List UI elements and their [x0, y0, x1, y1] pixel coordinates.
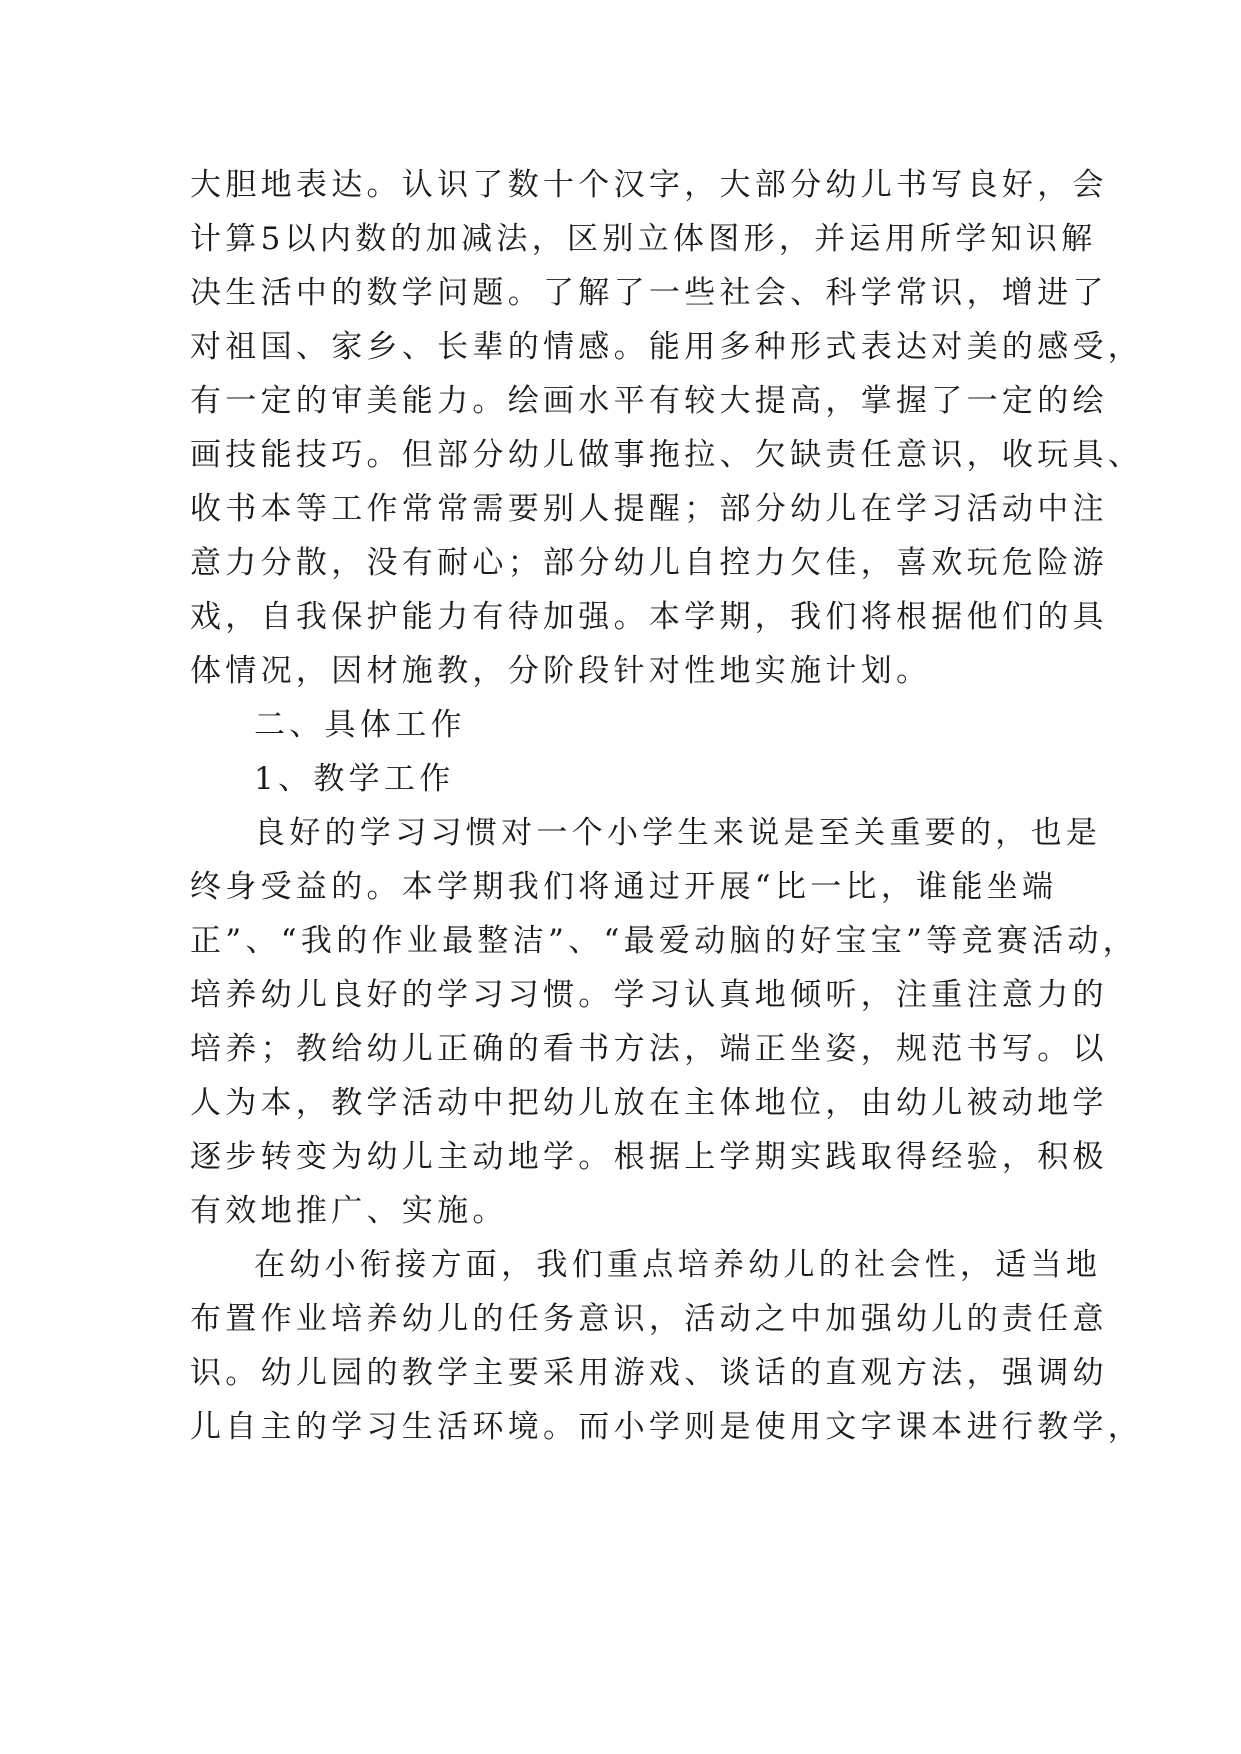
document-body: [190, 158, 1144, 1454]
text-line: 识。幼儿园的教学主要采用游戏、谈话的直观方法，强调幼: [190, 1355, 1108, 1391]
paragraph-class-situation: [190, 158, 1144, 698]
text-line: 决生活中的数学问题。了解了一些社会、科学常识，增进了: [190, 275, 1108, 311]
paragraph-transition: [190, 1238, 1144, 1454]
text-line: 良好的学习习惯对一个小学生来说是至关重要的，也是: [254, 815, 1102, 851]
text-line: 正”、“我的作业最整洁”、“最爱动脑的好宝宝”等竞赛活动，: [190, 923, 1138, 959]
text-line: 培养；教给幼儿正确的看书方法，端正坐姿，规范书写。以: [190, 1031, 1108, 1067]
subsection-heading: 1、教学工作: [254, 761, 455, 797]
text-line: 大胆地表达。认识了数十个汉字，大部分幼儿书写良好，会: [190, 167, 1108, 203]
text-line: 终身受益的。本学期我们将通过开展“比一比，谁能坐端: [190, 869, 1058, 905]
section-heading: 二、具体工作: [254, 707, 466, 743]
text-line: 体情况，因材施教，分阶段针对性地实施计划。: [190, 653, 932, 689]
text-line: 对祖国、家乡、长辈的情感。能用多种形式表达对美的感受，: [190, 329, 1144, 365]
text-line: 意力分散，没有耐心；部分幼儿自控力欠佳，喜欢玩危险游: [190, 545, 1108, 581]
text-line: 有效地推广、实施。: [190, 1193, 508, 1229]
text-line: 人为本，教学活动中把幼儿放在主体地位，由幼儿被动地学: [190, 1085, 1108, 1121]
text-line: 有一定的审美能力。绘画水平有较大提高，掌握了一定的绘: [190, 383, 1108, 419]
text-line: 计算5以内数的加减法，区别立体图形，并运用所学知识解: [190, 221, 1097, 257]
text-line: 在幼小衔接方面，我们重点培养幼儿的社会性，适当地: [254, 1247, 1102, 1283]
text-line: 画技能技巧。但部分幼儿做事拖拉、欠缺责任意识，收玩具、: [190, 437, 1144, 473]
text-line: 布置作业培养幼儿的任务意识，活动之中加强幼儿的责任意: [190, 1301, 1108, 1337]
text-line: 培养幼儿良好的学习习惯。学习认真地倾听，注重注意力的: [190, 977, 1108, 1013]
text-line: 戏，自我保护能力有待加强。本学期，我们将根据他们的具: [190, 599, 1108, 635]
text-line: 儿自主的学习生活环境。而小学则是使用文字课本进行教学，: [190, 1409, 1144, 1445]
paragraph-learning-habits: [190, 806, 1138, 1238]
text-line: 逐步转变为幼儿主动地学。根据上学期实践取得经验，积极: [190, 1139, 1108, 1175]
text-line: 收书本等工作常常需要别人提醒；部分幼儿在学习活动中注: [190, 491, 1108, 527]
